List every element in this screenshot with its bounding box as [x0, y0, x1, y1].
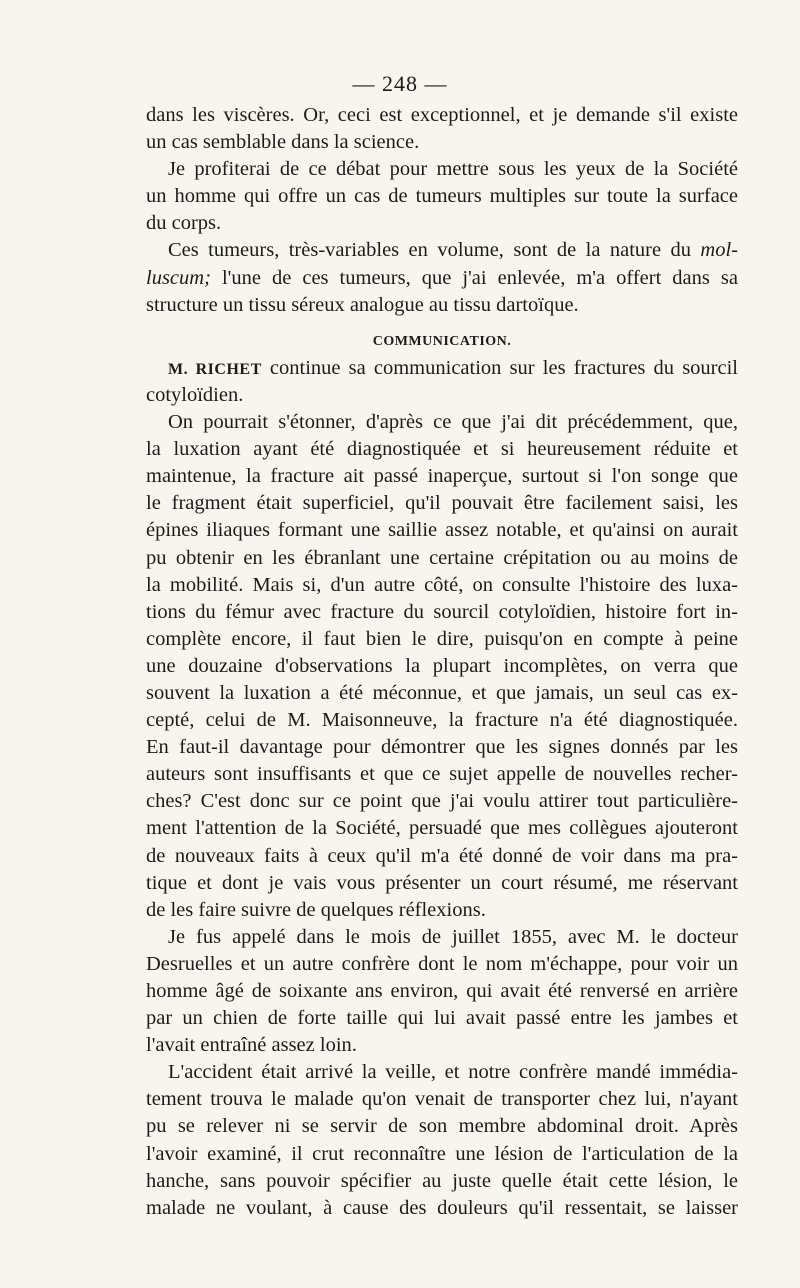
text-line: auteurs sont insuffisants et que ce sujet appelle de nouvelles recher- — [146, 763, 738, 786]
text-line: hanche, sans pouvoir spécifier au juste quelle était cette lésion, le — [146, 1169, 738, 1192]
text-line: tions du fémur avec fracture du sourcil cotyloïdien, histoire fort in- — [146, 600, 738, 623]
speaker-name: M. RICHET — [168, 360, 262, 378]
text-line: Desruelles et un autre confrère dont le nom m'échappe, pour voir un — [146, 952, 738, 975]
text-line: le fragment était superficiel, qu'il pouvait être facilement saisi, les — [146, 492, 738, 515]
text-line: tement trouva le malade qu'on venait de transporter chez lui, n'ayant — [146, 1088, 738, 1111]
text-line: cepté, celui de M. Maisonneuve, la fracture n'a été diagnostiquée. — [146, 709, 738, 732]
text-line: la luxation ayant été diagnostiquée et si heureusement réduite et — [146, 438, 738, 461]
italic-term: luscum; — [146, 266, 211, 289]
text-line: malade ne voulant, à cause des douleurs qu'il ressentait, se laisser — [146, 1196, 738, 1219]
text-line: un cas semblable dans la science. — [146, 131, 420, 154]
text-line: l'avoir examiné, il crut reconnaître une lésion de l'articulation de la — [146, 1142, 738, 1165]
text-line: ches? C'est donc sur ce point que j'ai voulu attirer tout particulière- — [146, 790, 738, 813]
text-line: épines iliaques formant une saillie assez notable, et qu'ainsi on aurait — [146, 519, 738, 542]
text-line: pu obtenir en les ébranlant une certaine crépitation ou au moins de — [146, 546, 738, 569]
text-line: cotyloïdien. — [146, 383, 244, 406]
section-heading: COMMUNICATION. — [372, 333, 512, 349]
text-line: pu se relever ni se servir de son membre abdominal droit. Après — [146, 1115, 738, 1138]
text-line: du corps. — [146, 212, 222, 235]
page-number: — 248 — — [352, 71, 448, 96]
text-line — [146, 237, 738, 264]
text-line: Je profiterai de ce débat pour mettre sous les yeux de la Société — [168, 158, 738, 181]
text-line: souvent la luxation a été méconnue, et que jamais, un seul cas ex- — [146, 681, 738, 704]
text-line: L'accident était arrivé la veille, et notre confrère mandé immédia- — [168, 1061, 738, 1084]
text-line: complète encore, il faut bien le dire, puisqu'on en compte à peine — [146, 627, 738, 650]
body-text — [146, 102, 738, 1222]
text-line: En faut-il davantage pour démontrer que les signes donnés par les — [146, 736, 738, 759]
text-line: ment l'attention de la Société, persuadé que mes collègues ajouteront — [146, 817, 738, 840]
text-line: Je fus appelé dans le mois de juillet 1855, avec M. le docteur — [168, 925, 738, 948]
text-run: l'une de ces tumeurs, que j'ai enlevée, m'a offert dans sa — [210, 266, 738, 289]
italic-term: mol- — [700, 239, 738, 262]
text-line: tique et dont je vais vous présenter un court résumé, me réservant — [146, 871, 738, 894]
text-line: dans les viscères. Or, ceci est exceptionnel, et je demande s'il existe — [146, 104, 738, 126]
text-line: maintenue, la fracture ait passé inaperçue, surtout si l'on songe que — [146, 465, 738, 488]
text-run: continue sa communication sur les fractures du sourcil — [261, 356, 738, 379]
text-line: de les faire suivre de quelques réflexions. — [146, 898, 486, 921]
text-line: structure un tissu séreux analogue au tissu dartoïque. — [146, 293, 579, 316]
text-line: par un chien de forte taille qui lui avait passé entre les jambes et — [146, 1007, 738, 1030]
text-line: une douzaine d'observations la plupart incomplètes, on verra que — [146, 654, 738, 677]
text-line — [146, 265, 738, 292]
text-line: de nouveaux faits à ceux qu'il m'a été donné de voir dans ma pra- — [146, 844, 738, 867]
text-line: homme âgé de soixante ans environ, qui avait été renversé en arrière — [146, 980, 738, 1002]
text-line: l'avait entraîné assez loin. — [146, 1034, 357, 1057]
text-line: On pourrait s'étonner, d'après ce que j'ai dit précédemment, que, — [168, 411, 738, 434]
text-run: Ces tumeurs, très-variables en volume, sont de la nature du — [168, 239, 701, 262]
text-line: un homme qui offre un cas de tumeurs multiples sur toute la surface — [146, 185, 738, 208]
text-line: la mobilité. Mais si, d'un autre côté, on consulte l'histoire des luxa- — [146, 573, 738, 596]
text-line — [146, 355, 738, 382]
